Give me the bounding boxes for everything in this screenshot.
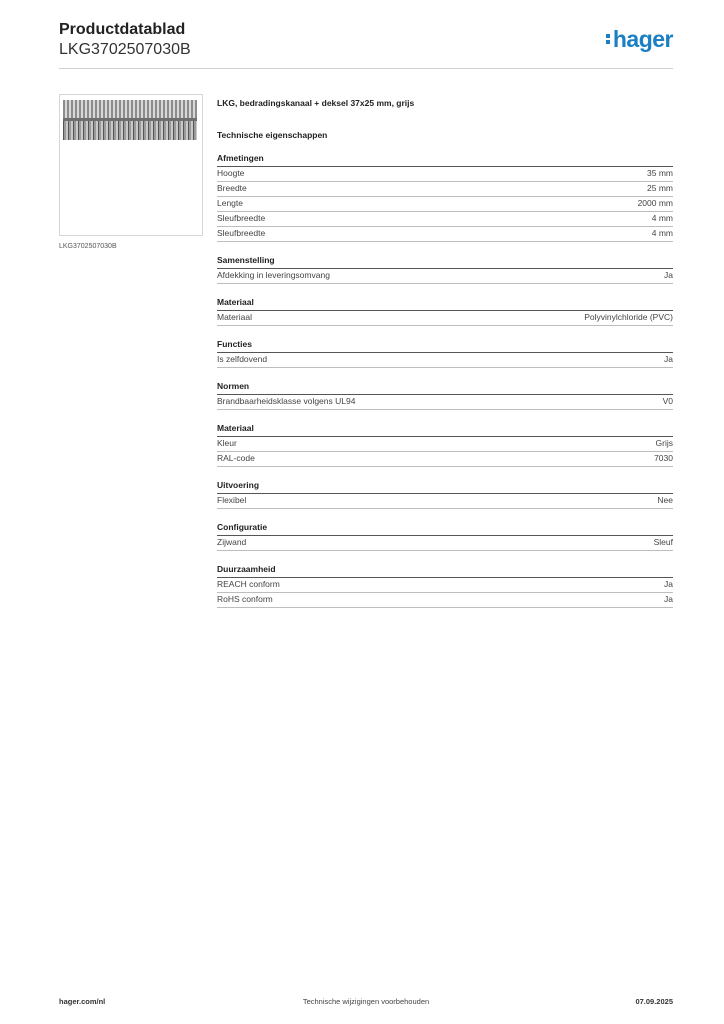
spec-row bbox=[217, 167, 673, 182]
spec-row bbox=[217, 212, 673, 227]
page-header bbox=[59, 20, 673, 60]
spec-value: Ja bbox=[664, 270, 673, 280]
spec-label: Lengte bbox=[217, 198, 243, 208]
spec-value: 25 mm bbox=[647, 183, 673, 193]
spec-sections bbox=[217, 153, 673, 608]
spec-label: RoHS conform bbox=[217, 594, 273, 604]
header-divider bbox=[59, 68, 673, 69]
spec-value: Sleuf bbox=[653, 537, 673, 547]
spec-section bbox=[217, 522, 673, 551]
section-title: Samenstelling bbox=[217, 255, 673, 269]
spec-section bbox=[217, 297, 673, 326]
spec-row bbox=[217, 353, 673, 368]
spec-value: Nee bbox=[657, 495, 673, 505]
product-image bbox=[59, 94, 203, 236]
spec-section bbox=[217, 480, 673, 509]
spec-label: Hoogte bbox=[217, 168, 245, 178]
section-title: Uitvoering bbox=[217, 480, 673, 494]
spec-value: Grijs bbox=[655, 438, 673, 448]
spec-label: Brandbaarheidsklasse volgens UL94 bbox=[217, 396, 356, 406]
spec-label: Zijwand bbox=[217, 537, 247, 547]
spec-value: 7030 bbox=[654, 453, 673, 463]
spec-label: RAL-code bbox=[217, 453, 255, 463]
spec-value: Ja bbox=[664, 579, 673, 589]
section-title: Duurzaamheid bbox=[217, 564, 673, 578]
section-title: Afmetingen bbox=[217, 153, 673, 167]
spec-value: Polyvinylchloride (PVC) bbox=[584, 312, 673, 322]
spec-value: Ja bbox=[664, 354, 673, 364]
section-title: Materiaal bbox=[217, 297, 673, 311]
spec-value: 2000 mm bbox=[637, 198, 673, 208]
spec-row bbox=[217, 182, 673, 197]
logo-dots-icon bbox=[606, 32, 610, 46]
spec-label: Is zelfdovend bbox=[217, 354, 268, 364]
section-title: Configuratie bbox=[217, 522, 673, 536]
section-title: Normen bbox=[217, 381, 673, 395]
document-title: Productdatablad bbox=[59, 21, 186, 38]
spec-row bbox=[217, 437, 673, 452]
spec-label: Kleur bbox=[217, 438, 237, 448]
spec-section bbox=[217, 339, 673, 368]
product-code: LKG3702507030B bbox=[59, 41, 191, 58]
spec-row bbox=[217, 578, 673, 593]
spec-section bbox=[217, 153, 673, 242]
spec-value: 4 mm bbox=[651, 213, 673, 223]
product-title: LKG, bedradingskanaal + deksel 37x25 mm, grijs bbox=[217, 98, 415, 108]
spec-label: Sleufbreedte bbox=[217, 213, 266, 223]
spec-section bbox=[217, 423, 673, 467]
spec-row bbox=[217, 395, 673, 410]
spec-row bbox=[217, 452, 673, 467]
logo-text: hager bbox=[612, 26, 673, 52]
section-title: Materiaal bbox=[217, 423, 673, 437]
section-title: Functies bbox=[217, 339, 673, 353]
spec-section bbox=[217, 255, 673, 284]
spec-row bbox=[217, 494, 673, 509]
spec-row bbox=[217, 311, 673, 326]
spec-label: Breedte bbox=[217, 183, 247, 193]
spec-label: Afdekking in leveringsomvang bbox=[217, 270, 330, 280]
footer-date: 07.09.2025 bbox=[635, 997, 673, 1006]
footer-notice: Technische wijzigingen voorbehouden bbox=[302, 997, 430, 1006]
spec-section bbox=[217, 564, 673, 608]
spec-label: Sleufbreedte bbox=[217, 228, 266, 238]
spec-row bbox=[217, 269, 673, 284]
spec-row bbox=[217, 593, 673, 608]
spec-value: V0 bbox=[662, 396, 673, 406]
footer-website: hager.com/nl bbox=[59, 997, 106, 1006]
spec-label: Flexibel bbox=[217, 495, 247, 505]
spec-row bbox=[217, 536, 673, 551]
hager-logo bbox=[606, 26, 673, 53]
tech-properties-heading: Technische eigenschappen bbox=[217, 130, 328, 140]
spec-value: 4 mm bbox=[651, 228, 673, 238]
spec-row bbox=[217, 227, 673, 242]
spec-content bbox=[217, 97, 673, 608]
spec-value: Ja bbox=[664, 594, 673, 604]
spec-row bbox=[217, 197, 673, 212]
spec-label: REACH conform bbox=[217, 579, 280, 589]
cable-duct-picture bbox=[63, 100, 197, 140]
spec-value: 35 mm bbox=[647, 168, 673, 178]
image-caption: LKG3702507030B bbox=[59, 243, 117, 250]
spec-section bbox=[217, 381, 673, 410]
spec-label: Materiaal bbox=[217, 312, 252, 322]
